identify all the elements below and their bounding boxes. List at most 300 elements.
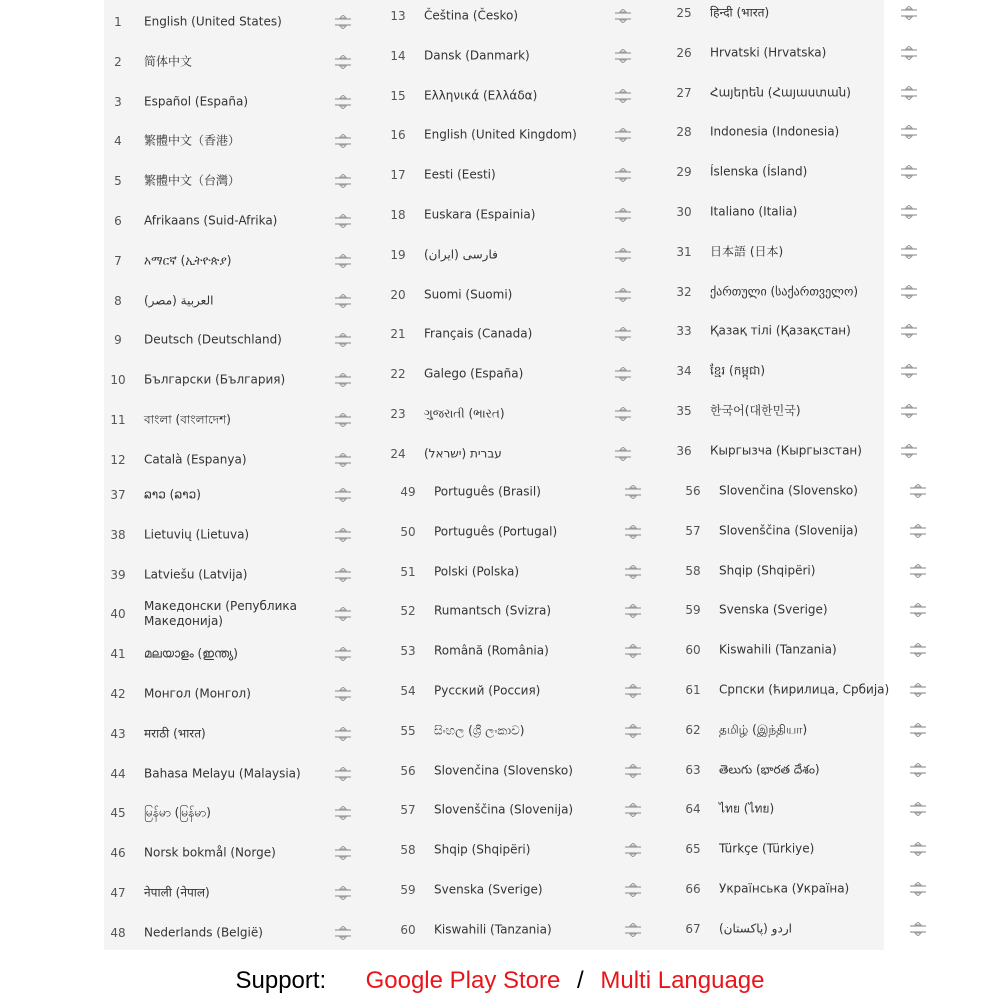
language-index: 42 <box>110 687 126 701</box>
drag-handle-icon[interactable] <box>334 294 352 308</box>
language-row[interactable] <box>104 440 364 480</box>
language-row[interactable] <box>104 634 364 674</box>
language-name: Türkçe (Türkiye) <box>719 841 815 856</box>
language-index: 57 <box>400 803 416 818</box>
language-row[interactable] <box>384 76 644 116</box>
language-name: Nederlands (België) <box>144 925 263 940</box>
drag-handle-icon[interactable] <box>624 684 642 698</box>
language-row[interactable] <box>384 434 644 474</box>
language-name: Українська (Україна) <box>719 881 850 896</box>
language-row[interactable] <box>670 232 930 272</box>
language-name: Polski (Polska) <box>434 564 520 579</box>
drag-handle-icon[interactable] <box>900 364 918 378</box>
language-index: 46 <box>110 846 126 861</box>
language-index: 45 <box>110 806 126 821</box>
language-index: 54 <box>400 684 416 698</box>
drag-handle-icon[interactable] <box>614 128 632 142</box>
language-row[interactable] <box>670 0 930 33</box>
language-row[interactable] <box>670 33 930 73</box>
drag-handle-icon[interactable] <box>614 407 632 421</box>
language-name: Indonesia (Indonesia) <box>710 124 840 139</box>
drag-handle-icon[interactable] <box>900 165 918 179</box>
language-row[interactable] <box>104 515 364 555</box>
drag-handle-icon[interactable] <box>624 565 642 579</box>
drag-handle-icon[interactable] <box>334 806 352 820</box>
language-name: Svenska (Sverige) <box>719 602 828 617</box>
language-index: 5 <box>114 174 122 189</box>
language-index: 57 <box>685 523 701 538</box>
drag-handle-icon[interactable] <box>614 208 632 222</box>
language-name: Svenska (Sverige) <box>434 882 543 897</box>
language-row[interactable] <box>104 161 364 201</box>
language-name: Slovenčina (Slovensko) <box>719 483 858 498</box>
language-name: मराठी (भारत) <box>144 726 206 741</box>
language-index: 59 <box>685 603 701 618</box>
drag-handle-icon[interactable] <box>900 6 918 20</box>
drag-handle-icon[interactable] <box>624 485 642 499</box>
drag-handle-icon[interactable] <box>334 528 352 542</box>
language-row[interactable] <box>679 829 939 869</box>
drag-handle-icon[interactable] <box>614 248 632 262</box>
language-index: 34 <box>676 364 692 379</box>
language-row[interactable] <box>104 754 364 794</box>
language-index: 12 <box>110 452 126 467</box>
language-row[interactable] <box>104 594 364 634</box>
language-name: Slovenščina (Slovenija) <box>719 523 859 538</box>
language-name: اردو (پاکستان) <box>719 921 792 936</box>
language-row[interactable] <box>679 789 939 829</box>
language-name: Suomi (Suomi) <box>424 287 513 302</box>
language-index: 13 <box>390 9 406 23</box>
drag-handle-icon[interactable] <box>334 488 352 502</box>
language-name: 繁體中文（台灣） <box>144 173 241 188</box>
drag-handle-icon[interactable] <box>334 846 352 860</box>
language-index: 31 <box>676 244 692 259</box>
language-name: Македонски (Република Македонија) <box>144 599 297 629</box>
language-list-top-panel <box>104 0 884 475</box>
drag-handle-icon[interactable] <box>900 285 918 299</box>
language-index: 61 <box>685 683 701 697</box>
language-row[interactable] <box>384 36 644 76</box>
language-index: 3 <box>114 94 122 109</box>
language-row[interactable] <box>104 42 364 82</box>
language-index: 14 <box>390 48 406 63</box>
language-row[interactable] <box>670 112 930 152</box>
language-name: Français (Canada) <box>424 326 533 341</box>
drag-handle-icon[interactable] <box>334 55 352 69</box>
language-column <box>670 0 930 475</box>
language-index: 2 <box>114 54 122 69</box>
language-row[interactable] <box>104 714 364 754</box>
drag-handle-icon[interactable] <box>334 413 352 427</box>
language-name: አማርኛ (ኢትዮጵያ) <box>144 253 232 268</box>
drag-handle-icon[interactable] <box>900 404 918 418</box>
drag-handle-icon[interactable] <box>334 727 352 741</box>
language-row[interactable] <box>679 590 939 630</box>
language-name: עברית (ישראל) <box>424 446 502 461</box>
language-name: 한국어(대한민국) <box>710 403 801 418</box>
drag-handle-icon[interactable] <box>624 843 642 857</box>
language-name: 繁體中文（香港） <box>144 133 241 148</box>
language-row[interactable] <box>104 674 364 714</box>
language-name: 简体中文 <box>144 54 193 69</box>
language-row[interactable] <box>104 241 364 281</box>
drag-handle-icon[interactable] <box>909 802 927 816</box>
language-name: Català (Espanya) <box>144 452 247 467</box>
language-name: Српски (ћирилица, Србија) <box>719 682 890 697</box>
language-row[interactable] <box>394 591 654 631</box>
language-index: 18 <box>390 208 406 222</box>
language-index: 59 <box>400 883 416 897</box>
drag-handle-icon[interactable] <box>614 288 632 302</box>
language-name: Euskara (Espainia) <box>424 207 536 222</box>
language-row[interactable] <box>394 512 654 552</box>
drag-handle-icon[interactable] <box>334 926 352 940</box>
language-row[interactable] <box>384 314 644 354</box>
language-index: 35 <box>676 404 692 418</box>
drag-handle-icon[interactable] <box>334 453 352 467</box>
drag-handle-icon[interactable] <box>614 327 632 341</box>
drag-handle-icon[interactable] <box>909 643 927 657</box>
language-row[interactable] <box>384 275 644 315</box>
drag-handle-icon[interactable] <box>909 723 927 737</box>
multi-language-link[interactable]: Multi Language <box>600 967 765 994</box>
drag-handle-icon[interactable] <box>334 174 352 188</box>
language-row[interactable] <box>384 354 644 394</box>
language-index: 7 <box>114 253 122 268</box>
language-index: 23 <box>390 407 406 421</box>
language-name: Português (Brasil) <box>434 484 541 499</box>
drag-handle-icon[interactable] <box>334 333 352 347</box>
language-index: 53 <box>400 644 416 659</box>
language-row[interactable] <box>104 360 364 400</box>
language-index: 36 <box>676 443 692 458</box>
language-index: 60 <box>685 643 701 658</box>
language-row[interactable] <box>670 192 930 232</box>
drag-handle-icon[interactable] <box>909 564 927 578</box>
language-index: 17 <box>390 168 406 183</box>
drag-handle-icon[interactable] <box>334 95 352 109</box>
language-row[interactable] <box>679 511 939 551</box>
language-row[interactable] <box>679 670 939 710</box>
language-index: 28 <box>676 125 692 140</box>
language-row[interactable] <box>679 630 939 670</box>
language-row[interactable] <box>104 873 364 913</box>
language-index: 50 <box>400 524 416 539</box>
drag-handle-icon[interactable] <box>614 89 632 103</box>
drag-handle-icon[interactable] <box>900 46 918 60</box>
language-name: Deutsch (Deutschland) <box>144 332 282 347</box>
language-row[interactable] <box>394 790 654 830</box>
language-index: 56 <box>400 763 416 778</box>
language-index: 62 <box>685 722 701 737</box>
language-row[interactable] <box>670 351 930 391</box>
language-row[interactable] <box>394 552 654 592</box>
language-name: Ελληνικά (Ελλάδα) <box>424 88 538 103</box>
language-row[interactable] <box>394 711 654 751</box>
drag-handle-icon[interactable] <box>614 9 632 23</box>
language-name: ქართული (საქართველო) <box>710 284 859 299</box>
language-name: Afrikaans (Suid-Afrika) <box>144 213 278 228</box>
language-row[interactable] <box>384 394 644 434</box>
drag-handle-icon[interactable] <box>909 524 927 538</box>
drag-handle-icon[interactable] <box>334 647 352 661</box>
language-column <box>104 0 364 475</box>
language-name: Italiano (Italia) <box>710 204 798 219</box>
language-name: Slovenčina (Slovensko) <box>434 763 573 778</box>
language-index: 49 <box>400 485 416 499</box>
language-name: Kiswahili (Tanzania) <box>434 922 552 937</box>
language-row[interactable] <box>394 830 654 870</box>
language-row[interactable] <box>670 391 930 431</box>
drag-handle-icon[interactable] <box>900 444 918 458</box>
language-row[interactable] <box>670 152 930 192</box>
language-row[interactable] <box>104 201 364 241</box>
language-index: 30 <box>676 205 692 219</box>
language-row[interactable] <box>394 910 654 950</box>
language-row[interactable] <box>394 671 654 711</box>
drag-handle-icon[interactable] <box>624 883 642 897</box>
language-index: 64 <box>685 802 701 817</box>
language-column <box>384 0 644 475</box>
language-row[interactable] <box>104 82 364 122</box>
language-index: 47 <box>110 886 126 900</box>
language-list-bottom-panel <box>104 475 890 950</box>
language-row[interactable] <box>679 471 939 511</box>
language-name: සිංහල (ශ්‍රී ලංකාව) <box>434 723 525 738</box>
language-name: Hrvatski (Hrvatska) <box>710 45 827 60</box>
language-name: Հայերեն (Հայաստան) <box>710 85 851 100</box>
language-index: 48 <box>110 925 126 940</box>
language-name: Кыргызча (Кыргызстан) <box>710 443 862 458</box>
language-row[interactable] <box>104 281 364 321</box>
language-index: 16 <box>390 128 406 143</box>
drag-handle-icon[interactable] <box>334 607 352 621</box>
language-index: 32 <box>676 284 692 299</box>
drag-handle-icon[interactable] <box>900 86 918 100</box>
drag-handle-icon[interactable] <box>334 886 352 900</box>
language-index: 55 <box>400 723 416 738</box>
language-index: 27 <box>676 85 692 100</box>
language-name: ગુજરાતી (ભારત) <box>424 406 505 421</box>
drag-handle-icon[interactable] <box>334 767 352 781</box>
language-index: 8 <box>114 293 122 308</box>
drag-handle-icon[interactable] <box>334 254 352 268</box>
language-row[interactable] <box>670 73 930 113</box>
drag-handle-icon[interactable] <box>334 687 352 701</box>
language-row[interactable] <box>384 155 644 195</box>
footer-separator: / <box>577 967 584 994</box>
support-footer <box>0 962 1000 1000</box>
language-name: తెలుగు (భారత దేశం) <box>719 762 820 777</box>
language-name: Latviešu (Latvija) <box>144 567 248 582</box>
language-index: 67 <box>685 921 701 936</box>
language-index: 37 <box>110 488 126 502</box>
language-row[interactable] <box>104 121 364 161</box>
language-index: 52 <box>400 604 416 619</box>
language-name: العربية (مصر) <box>144 293 214 308</box>
language-name: Galego (España) <box>424 366 524 381</box>
drag-handle-icon[interactable] <box>909 484 927 498</box>
language-name: 日本語 (日本) <box>710 244 784 259</box>
language-index: 9 <box>114 333 122 348</box>
language-row[interactable] <box>384 115 644 155</box>
drag-handle-icon[interactable] <box>614 168 632 182</box>
drag-handle-icon[interactable] <box>909 603 927 617</box>
language-name: Slovenščina (Slovenija) <box>434 802 574 817</box>
language-row[interactable] <box>104 833 364 873</box>
drag-handle-icon[interactable] <box>334 568 352 582</box>
language-name: Íslenska (Ísland) <box>710 164 808 179</box>
language-index: 33 <box>676 324 692 339</box>
language-index: 1 <box>114 15 122 29</box>
language-row[interactable] <box>394 631 654 671</box>
language-index: 29 <box>676 165 692 180</box>
language-index: 20 <box>390 287 406 302</box>
language-index: 56 <box>685 484 701 498</box>
drag-handle-icon[interactable] <box>900 245 918 259</box>
language-index: 19 <box>390 247 406 262</box>
language-row[interactable] <box>670 272 930 312</box>
drag-handle-icon[interactable] <box>614 447 632 461</box>
language-name: ไทย (ไทย) <box>719 801 775 816</box>
language-row[interactable] <box>670 431 930 471</box>
drag-handle-icon[interactable] <box>909 763 927 777</box>
language-row[interactable] <box>670 311 930 351</box>
language-name: မြန်မာ (မြန်မာ) <box>144 805 211 820</box>
language-index: 6 <box>114 214 122 228</box>
language-name: Español (España) <box>144 94 249 109</box>
language-row[interactable] <box>679 551 939 591</box>
language-row[interactable] <box>104 400 364 440</box>
language-row[interactable] <box>104 793 364 833</box>
language-name: বাংলা (বাংলাদেশ) <box>144 412 231 427</box>
drag-handle-icon[interactable] <box>900 205 918 219</box>
language-name: Română (România) <box>434 643 549 658</box>
language-name: ລາວ (ລາວ) <box>144 487 201 502</box>
language-name: Português (Portugal) <box>434 524 558 539</box>
drag-handle-icon[interactable] <box>624 644 642 658</box>
language-name: Русский (Россия) <box>434 683 541 698</box>
language-name: فارسی (ایران) <box>424 247 498 262</box>
drag-handle-icon[interactable] <box>624 803 642 817</box>
language-index: 40 <box>110 607 126 622</box>
drag-handle-icon[interactable] <box>909 842 927 856</box>
language-row[interactable] <box>384 195 644 235</box>
language-index: 58 <box>685 563 701 578</box>
language-index: 25 <box>676 6 692 20</box>
language-row[interactable] <box>394 870 654 910</box>
language-name: മലയാളം (ഇന്ത്യ) <box>144 646 238 661</box>
language-name: English (United States) <box>144 14 282 29</box>
language-name: Lietuvių (Lietuva) <box>144 527 250 542</box>
language-index: 43 <box>110 726 126 741</box>
google-play-store-link[interactable]: Google Play Store <box>365 967 561 994</box>
drag-handle-icon[interactable] <box>334 15 352 29</box>
drag-handle-icon[interactable] <box>624 923 642 937</box>
language-name: हिन्दी (भारत) <box>710 5 770 20</box>
drag-handle-icon[interactable] <box>624 724 642 738</box>
drag-handle-icon[interactable] <box>614 367 632 381</box>
language-index: 51 <box>400 564 416 579</box>
language-name: தமிழ் (இந்தியா) <box>719 722 808 737</box>
language-row[interactable] <box>679 750 939 790</box>
language-index: 39 <box>110 567 126 582</box>
support-label: Support: <box>235 967 327 994</box>
language-index: 41 <box>110 647 126 662</box>
language-row[interactable] <box>104 913 364 953</box>
language-name: Қазақ тілі (Қазақстан) <box>710 323 851 338</box>
language-name: Norsk bokmål (Norge) <box>144 845 276 860</box>
drag-handle-icon[interactable] <box>900 324 918 338</box>
language-index: 38 <box>110 527 126 542</box>
language-index: 26 <box>676 45 692 60</box>
language-name: Dansk (Danmark) <box>424 48 530 63</box>
language-name: Kiswahili (Tanzania) <box>719 642 837 657</box>
language-index: 22 <box>390 367 406 382</box>
language-index: 21 <box>390 327 406 342</box>
drag-handle-icon[interactable] <box>624 525 642 539</box>
language-name: Shqip (Shqipëri) <box>719 563 816 578</box>
language-index: 60 <box>400 922 416 937</box>
drag-handle-icon[interactable] <box>334 214 352 228</box>
drag-handle-icon[interactable] <box>624 764 642 778</box>
language-row[interactable] <box>104 2 364 42</box>
language-index: 58 <box>400 843 416 858</box>
language-column <box>679 475 939 950</box>
language-index: 24 <box>390 446 406 461</box>
language-name: Български (България) <box>144 372 286 387</box>
drag-handle-icon[interactable] <box>909 683 927 697</box>
language-row[interactable] <box>104 475 364 515</box>
language-index: 44 <box>110 766 126 781</box>
drag-handle-icon[interactable] <box>909 922 927 936</box>
language-name: Bahasa Melayu (Malaysia) <box>144 766 301 781</box>
language-row[interactable] <box>679 710 939 750</box>
language-name: Shqip (Shqipëri) <box>434 842 531 857</box>
language-row[interactable] <box>679 909 939 949</box>
language-row[interactable] <box>104 320 364 360</box>
language-name: Čeština (Česko) <box>424 8 519 23</box>
drag-handle-icon[interactable] <box>624 604 642 618</box>
language-row[interactable] <box>384 0 644 36</box>
language-row[interactable] <box>679 869 939 909</box>
language-column <box>394 475 654 950</box>
language-index: 11 <box>110 413 126 427</box>
drag-handle-icon[interactable] <box>334 134 352 148</box>
language-row[interactable] <box>384 235 644 275</box>
language-name: Rumantsch (Svizra) <box>434 603 552 618</box>
language-name: Монгол (Монгол) <box>144 686 251 701</box>
drag-handle-icon[interactable] <box>334 373 352 387</box>
drag-handle-icon[interactable] <box>900 125 918 139</box>
language-index: 65 <box>685 842 701 857</box>
language-index: 63 <box>685 762 701 777</box>
language-name: नेपाली (नेपाल) <box>144 885 210 900</box>
language-name: Eesti (Eesti) <box>424 167 496 182</box>
language-row[interactable] <box>104 555 364 595</box>
drag-handle-icon[interactable] <box>614 49 632 63</box>
drag-handle-icon[interactable] <box>909 882 927 896</box>
language-name: ខ្មែរ (កម្ពុជា) <box>710 363 766 378</box>
language-index: 15 <box>390 88 406 103</box>
language-index: 10 <box>110 373 126 388</box>
language-index: 4 <box>114 134 122 149</box>
language-row[interactable] <box>394 472 654 512</box>
language-row[interactable] <box>394 751 654 791</box>
language-name: English (United Kingdom) <box>424 127 577 142</box>
language-index: 66 <box>685 882 701 896</box>
